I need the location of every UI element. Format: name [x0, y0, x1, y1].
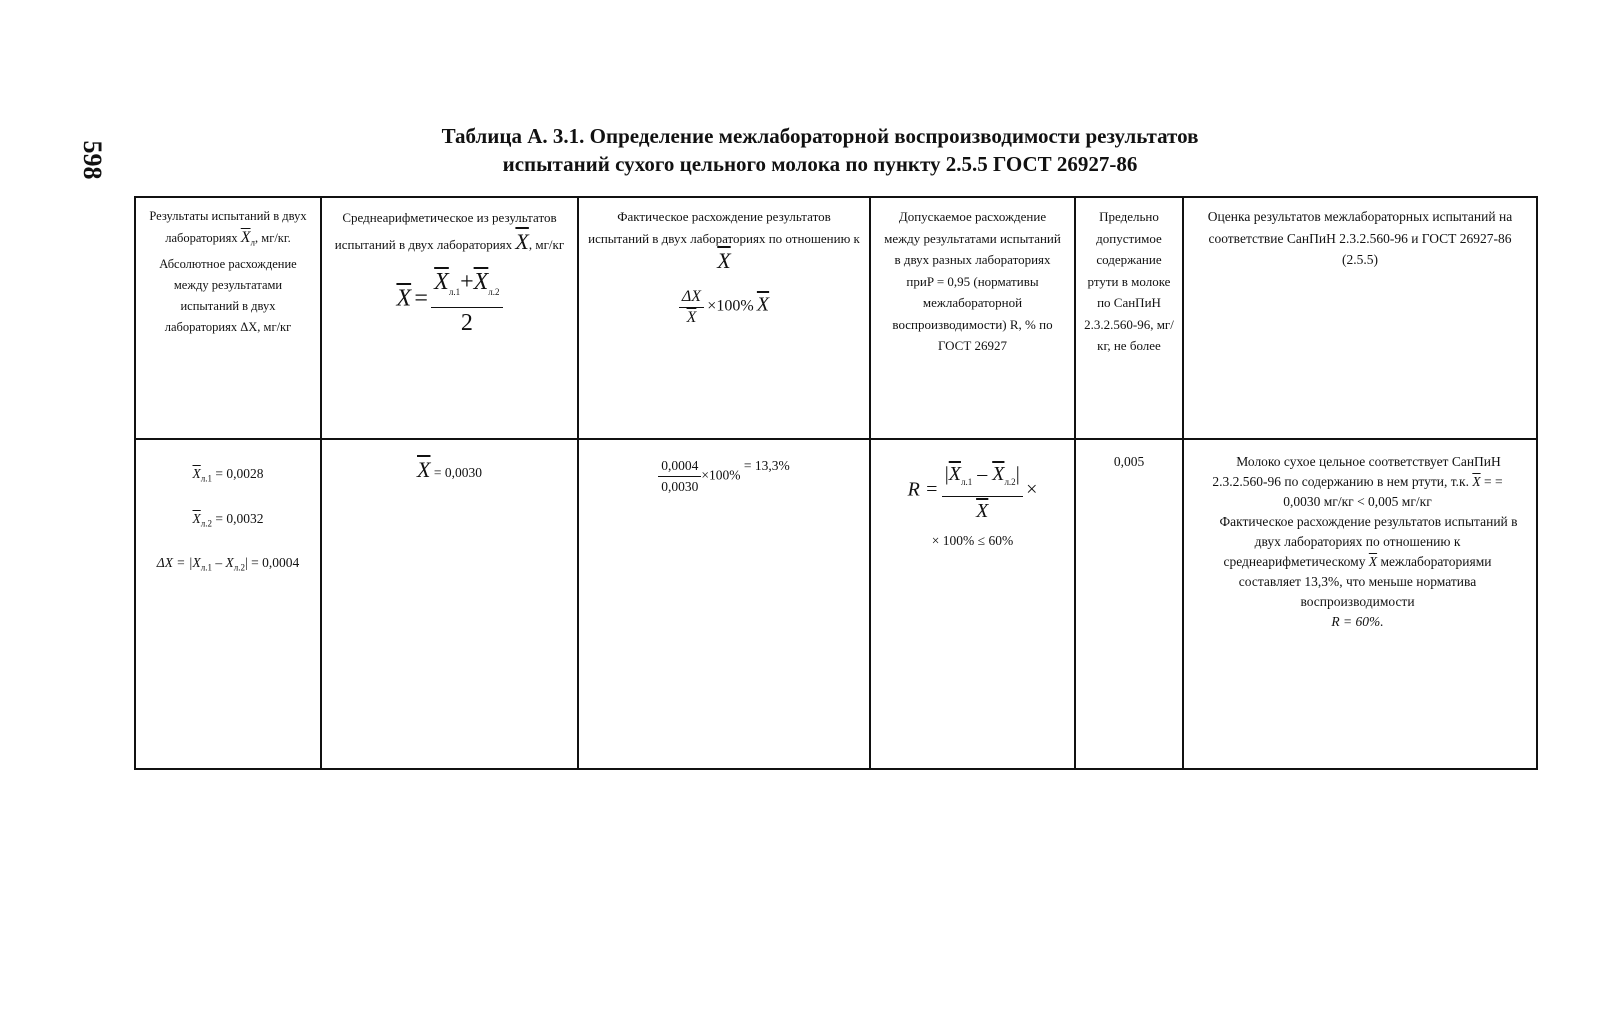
- absolute-difference: [145, 543, 311, 588]
- mean-value-symbol: $\overline{X}$: [417, 457, 431, 482]
- r-formula: [880, 460, 1065, 525]
- abs-diff-suffix: |: [245, 555, 248, 571]
- mean-value: = 0,0030: [433, 465, 482, 480]
- header-mean-symbol: $\overline{X}$: [515, 229, 529, 254]
- actual-formula-mult: ×100%: [707, 297, 754, 315]
- actual-diff-result: = 13,3%: [743, 458, 790, 473]
- table-title-line-2: испытаний сухого цельного молока по пункту 2.5.5 ГОСТ 26927-86: [502, 152, 1138, 176]
- header-mean-unit: , мг/кг: [528, 237, 565, 252]
- data-cell-mean: [321, 439, 578, 769]
- evaluation-paragraph-3: [1193, 612, 1522, 632]
- header-cell-mean: [321, 197, 578, 439]
- results-table: [134, 196, 1538, 770]
- limit-value: 0,005: [1113, 454, 1145, 469]
- r-formula-close: |: [1015, 463, 1020, 485]
- result-lab-1-sub: л.1: [200, 473, 212, 484]
- table-data-row: [135, 439, 1537, 769]
- r-formula-num-a: $\overline{X}$: [948, 463, 961, 485]
- actual-diff-den: 0,0030: [661, 479, 699, 494]
- header-results-symbol: $\overline{X}$: [240, 229, 251, 246]
- r-formula-num-b: $\overline{X}$: [992, 463, 1005, 485]
- data-cell-results: [135, 439, 321, 769]
- mean-formula: [331, 267, 568, 338]
- data-cell-allowed-difference: [870, 439, 1075, 769]
- header-results-sub: л: [250, 237, 256, 248]
- r-formula-minus: –: [972, 463, 993, 485]
- evaluation-paragraph-1: [1193, 452, 1522, 512]
- header-cell-allowed-difference: [870, 197, 1075, 439]
- evaluation-p2-text-a: Фактическое расхождение результатов испытаний в двух лабораториях по отношению к среднеарифметическому: [1219, 514, 1518, 569]
- header-actual-text: Фактическое расхождение результатов испытаний в двух лабораториях по отношению к: [588, 209, 860, 246]
- header-cell-evaluation: [1183, 197, 1537, 439]
- header-results-text-a: Результаты испытаний в двух лабораториях: [149, 209, 307, 245]
- r-formula-fraction: [942, 460, 1023, 525]
- r-formula-times: ×: [1026, 478, 1038, 501]
- table-title-line-1: Таблица А. 3.1. Определение межлабораторной воспроизводимости результатов: [441, 124, 1199, 148]
- evaluation-paragraph-2: [1193, 512, 1522, 612]
- data-cell-evaluation: [1183, 439, 1537, 769]
- result-lab-1-value: = 0,0028: [215, 466, 264, 481]
- mean-formula-plus: +: [460, 269, 474, 295]
- abs-diff-sub-1: л.1: [200, 563, 213, 574]
- evaluation-p1-symbol: $\overline{X}$: [1472, 474, 1481, 489]
- page-number: 598: [78, 140, 107, 180]
- header-cell-results: [135, 197, 321, 439]
- actual-formula-tail: $\overline{X}$: [756, 293, 770, 316]
- table-title: [300, 122, 1340, 178]
- result-lab-2: [145, 499, 311, 544]
- evaluation-p3-text: R = 60%.: [1331, 614, 1384, 629]
- actual-formula-fraction: [679, 287, 704, 328]
- mean-formula-num-a: $\overline{X}$: [434, 269, 449, 295]
- mean-formula-eq: =: [414, 285, 428, 312]
- header-results-text-b: , мг/кг. Абсолютное расхождение между результатами испытаний в двух лабораториях ΔX, мг/кг: [159, 231, 297, 334]
- actual-diff-num: 0,0004: [658, 456, 701, 477]
- r-formula-sub-b: л.2: [1004, 477, 1016, 487]
- header-cell-actual-difference: [578, 197, 870, 439]
- abs-diff-sub-2: л.2: [233, 563, 246, 574]
- actual-formula-num: ΔX: [679, 287, 704, 308]
- table-header-row: [135, 197, 1537, 439]
- actual-diff-mult: ×100%: [701, 467, 741, 483]
- evaluation-p2-symbol: $\overline{X}$: [1368, 554, 1378, 569]
- mean-formula-num-b: $\overline{X}$: [473, 269, 489, 295]
- mean-formula-sub-b: л.2: [488, 286, 500, 297]
- r-formula-den: X: [976, 500, 989, 522]
- actual-formula-den: X: [686, 309, 697, 326]
- evaluation-p1-text-a: Молоко сухое цельное соответствует СанПиН 2.3.2.560-96 по содержанию в нем ртути, т.к.: [1212, 454, 1501, 489]
- evaluation-p1-text-b: = = 0,0030 мг/кг < 0,005 мг/кг: [1283, 474, 1503, 509]
- r-formula-sub-a: л.1: [960, 477, 973, 487]
- header-cell-limit: [1075, 197, 1183, 439]
- header-limit-text: Предельно допустимое содержание ртути в молоке по СанПиН 2.3.2.560-96, мг/кг, не более: [1084, 209, 1174, 353]
- header-allowed-text: Допускаемое расхождение между результатами испытаний в двух разных лабораториях приP = 0,95 (нормативы межлабораторной воспроизводимости) R, % по ГОСТ 26927: [884, 209, 1061, 353]
- header-mean-text: Среднеарифметическое из результатов испытаний в двух лабораториях: [334, 210, 557, 252]
- r-formula-limit: × 100% ≤ 60%: [931, 533, 1014, 548]
- data-cell-limit: [1075, 439, 1183, 769]
- evaluation-p2-text-b: межлабораториями составляет 13,3%, что меньше норматива воспроизводимости: [1238, 554, 1492, 609]
- abs-diff-value: = 0,0004: [251, 555, 300, 571]
- result-lab-2-symbol: $\overline{X}$: [192, 510, 201, 526]
- header-actual-symbol: $\overline{X}$: [717, 248, 731, 273]
- result-lab-1: [145, 454, 311, 499]
- mean-formula-fraction: [431, 267, 502, 338]
- header-evaluation-text: Оценка результатов межлабораторных испытаний на соответствие СанПиН 2.3.2.560-96 и ГОСТ 26927-86 (2.5.5): [1207, 209, 1513, 267]
- mean-formula-sub-a: л.1: [448, 286, 461, 297]
- actual-diff-fraction: [658, 456, 701, 497]
- r-formula-lhs: R =: [907, 478, 939, 501]
- result-lab-1-symbol: $\overline{X}$: [192, 466, 201, 481]
- actual-formula: [588, 287, 860, 328]
- abs-diff-mid: – X: [212, 555, 234, 571]
- data-cell-actual-difference: [578, 439, 870, 769]
- abs-diff-prefix: ΔX = |X: [156, 555, 201, 571]
- mean-formula-den: 2: [460, 309, 473, 336]
- result-lab-2-value: = 0,0032: [215, 510, 264, 526]
- mean-formula-lhs: $\overline{X}$: [396, 285, 412, 312]
- r-formula-open: |: [944, 463, 949, 485]
- result-lab-2-sub: л.2: [200, 518, 212, 529]
